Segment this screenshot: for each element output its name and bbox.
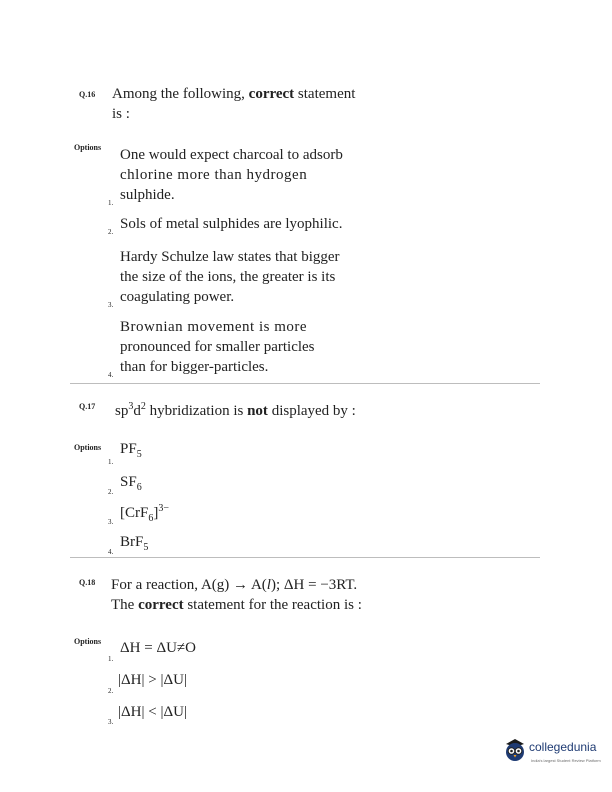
- formula: PF: [120, 441, 137, 457]
- formula: SF: [120, 474, 137, 490]
- divider: [70, 383, 540, 384]
- option-number: 4.: [108, 371, 114, 379]
- superscript: 2: [140, 401, 146, 412]
- option-number: 1.: [108, 655, 114, 663]
- subscript: 5: [136, 449, 142, 460]
- stem-italic: l: [266, 577, 271, 593]
- logo-tagline: India's largest Student Review Platform: [531, 758, 601, 763]
- option-text: Sols of metal sulphides are lyophilic.: [120, 216, 343, 232]
- option-line: One would expect charcoal to adsorb: [120, 147, 343, 163]
- question-number: Q.16: [79, 90, 96, 99]
- stem-text: hybridization is: [145, 403, 248, 419]
- stem-text: displayed by :: [267, 403, 356, 419]
- logo-wordmark: collegedunia: [529, 740, 597, 754]
- option-text: ΔH = ΔU≠O: [120, 640, 196, 656]
- question-stem: [115, 401, 356, 421]
- superscript: 3: [128, 401, 134, 412]
- stem-text: For a reaction, A(g) → A(: [111, 577, 267, 593]
- stem-emphasis: correct: [138, 597, 184, 613]
- option-number: 1.: [108, 199, 114, 207]
- option-line: coagulating power.: [120, 289, 235, 305]
- collegedunia-logo: [503, 736, 612, 776]
- stem-emphasis: not: [247, 403, 268, 419]
- question-stem: [111, 575, 362, 615]
- divider: [70, 557, 540, 558]
- option-text: [120, 503, 169, 523]
- option-text: |ΔH| > |ΔU|: [118, 672, 187, 688]
- stem-text: sp: [115, 403, 129, 419]
- option-text: |ΔH| < |ΔU|: [118, 704, 187, 720]
- stem-text: is :: [112, 106, 130, 122]
- stem-text: d: [133, 403, 141, 419]
- options-label: Options: [74, 143, 102, 152]
- option-number: 3.: [108, 301, 114, 309]
- option-text: [120, 145, 343, 205]
- option-text: [120, 247, 340, 307]
- options-label: Options: [74, 443, 102, 452]
- option-number: 2.: [108, 228, 114, 236]
- formula: [CrF: [120, 505, 149, 521]
- option-line: the size of the ions, the greater is its: [120, 269, 336, 285]
- option-number: 3.: [108, 718, 114, 726]
- option-line: than for bigger-particles.: [120, 359, 269, 375]
- options-label: Options: [74, 637, 102, 646]
- stem-text: The: [111, 597, 139, 613]
- owl-mascot-icon: [503, 736, 527, 762]
- option-line: pronounced for smaller particles: [120, 339, 315, 355]
- formula: BrF: [120, 534, 144, 550]
- option-line: Hardy Schulze law states that bigger: [120, 249, 340, 265]
- option-line: Brownian movement is more: [120, 319, 308, 335]
- stem-text: statement for the reaction is :: [183, 597, 362, 613]
- stem-text: statement: [294, 86, 356, 102]
- subscript: 6: [148, 513, 154, 524]
- stem-emphasis: correct: [248, 86, 295, 102]
- option-number: 1.: [108, 458, 114, 466]
- option-number: 4.: [108, 548, 114, 556]
- option-text: [120, 472, 142, 492]
- option-number: 2.: [108, 488, 114, 496]
- option-number: 2.: [108, 687, 114, 695]
- formula: ]: [153, 505, 159, 521]
- subscript: 5: [143, 542, 149, 553]
- superscript: 3−: [158, 503, 169, 514]
- question-number: Q.18: [79, 578, 96, 587]
- option-number: 3.: [108, 518, 114, 526]
- option-line: chlorine more than hydrogen: [120, 167, 308, 183]
- option-line: sulphide.: [120, 187, 175, 203]
- stem-text: Among the following,: [112, 86, 249, 102]
- option-text: [120, 317, 315, 377]
- question-number: Q.17: [79, 402, 96, 411]
- option-text: [120, 532, 148, 552]
- option-text: [120, 439, 142, 459]
- subscript: 6: [136, 482, 142, 493]
- stem-text: ); ΔH = −3RT.: [270, 577, 358, 593]
- question-stem: [112, 84, 355, 124]
